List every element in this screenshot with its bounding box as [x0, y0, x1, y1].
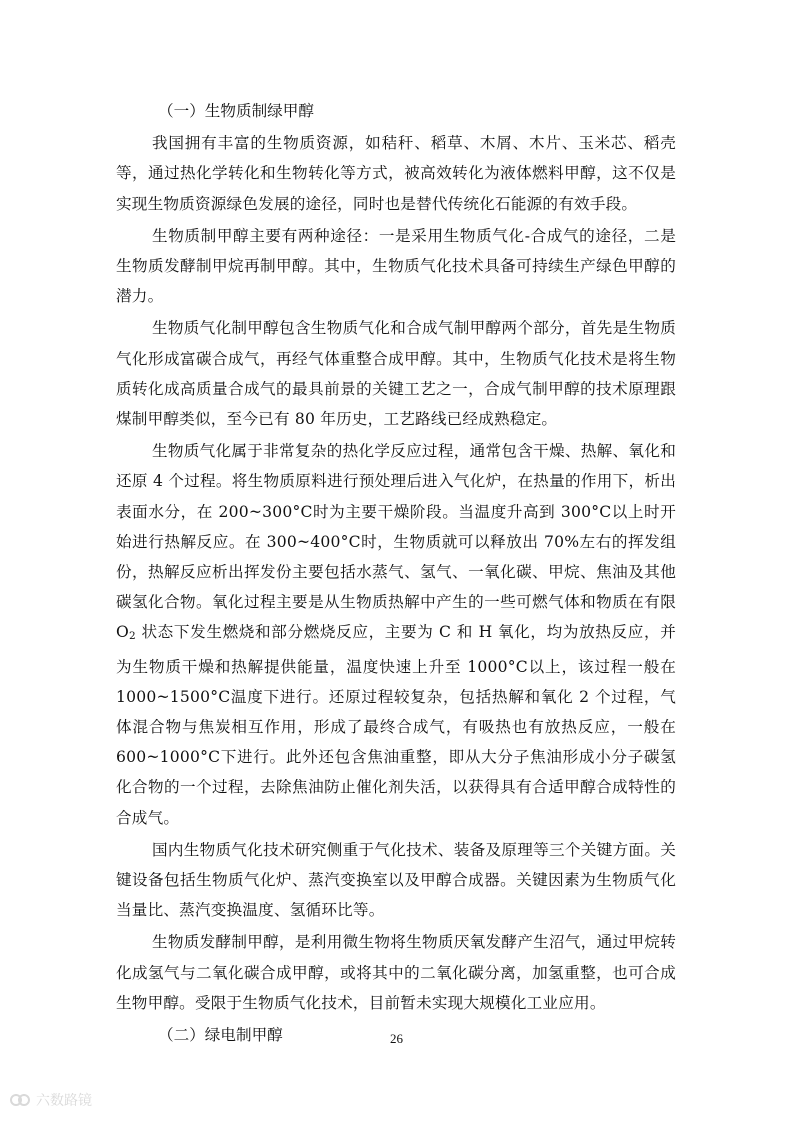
document-body	[116, 96, 676, 1052]
paragraph	[116, 313, 676, 434]
paragraph-text: 生物质发酵制甲醇，是利用微生物将生物质厌氧发酵产生沼气，通过甲烷转化成氢气与二氧化碳合成甲醇，或将其中的二氧化碳分离，加氢重整，也可合成生物甲醇。受限于生物质气化技术，目前暂未实现大规模化工业应用。	[116, 933, 676, 1012]
paragraph	[116, 835, 676, 926]
watermark-text: 六数路镜	[36, 1093, 92, 1109]
section-heading-2: （二）绿电制甲醇	[158, 1026, 283, 1045]
paragraph-text: 生物质气化制甲醇包含生物质气化和合成气制甲醇两个部分，首先是生物质气化形成富碳合成气，再经气体重整合成甲醇。其中，生物质气化技术是将生物质转化成高质量合成气的最具前景的关键工艺之一，合成气制甲醇的技术原理跟煤制甲醇类似，至今已有 80 年历史，工艺路线已经成熟稳定。	[116, 319, 676, 429]
page-number: 26	[390, 1031, 403, 1046]
section-heading-1: （一）生物质制绿甲醇	[158, 102, 314, 120]
camera-logo-icon	[10, 1092, 32, 1108]
paragraph	[116, 927, 676, 1018]
watermark	[10, 1090, 92, 1110]
paragraph-list	[116, 128, 676, 1018]
paragraph-text: 生物质气化属于非常复杂的热化学反应过程，通常包含干燥、热解、氧化和还原 4 个过程。将生物质原料进行预处理后进入气化炉，在热量的作用下，析出表面水分，在 200~300°C时为主要干燥阶段。当温度升高到 300°C以上时开始进行热解反应。在 300~400°C时，生物质就可以释放出 70%左右的挥发组份，热解反应析出挥发份主要包括水蒸气、氢气、一氧化碳、甲烷、焦油及其他碳氢化合物。氧化过程主要是从生物质热解中产生的一些可燃气体和物质在有限 O	[116, 442, 676, 642]
paragraph-text: 我国拥有丰富的生物质资源，如秸秆、稻草、木屑、木片、玉米芯、稻壳等，通过热化学转化和生物转化等方式，被高效转化为液体燃料甲醇，这不仅是实现生物质资源绿色发展的途径，同时也是替代传统化石能源的有效手段。	[116, 134, 676, 213]
paragraph	[116, 128, 676, 219]
subscript: 2	[128, 630, 136, 643]
paragraph-text: 生物质制甲醇主要有两种途径：一是采用生物质气化-合成气的途径，二是生物质发酵制甲烷再制甲醇。其中，生物质气化技术具备可持续生产绿色甲醇的潜力。	[116, 226, 676, 306]
paragraph	[116, 221, 676, 312]
paragraph-text: 国内生物质气化技术研究侧重于气化技术、装备及原理等三个关键方面。关键设备包括生物质气化炉、蒸汽变换室以及甲醇合成器。关键因素为生物质气化当量比、蒸汽变换温度、氢循环比等。	[116, 840, 676, 920]
paragraph-text: 状态下发生燃烧和部分燃烧反应，主要为 C 和 H 氧化，均为放热反应，并为生物质干燥和热解提供能量，温度快速上升至 1000°C以上，该过程一般在 1000~1500°C温度下进行。还原过程较复杂，包括热解和氧化 2 个过程，气体混合物与焦炭相互作用，形成了最终合成气，有吸热也有放热反应，一般在 600~1000°C下进行。此外还包含焦油重整，即从大分子焦油形成小分子碳氢化合物的一个过程，去除焦油防止催化剂失活，以获得具有合适甲醇合成特性的合成气。	[116, 623, 676, 827]
paragraph	[116, 436, 676, 833]
